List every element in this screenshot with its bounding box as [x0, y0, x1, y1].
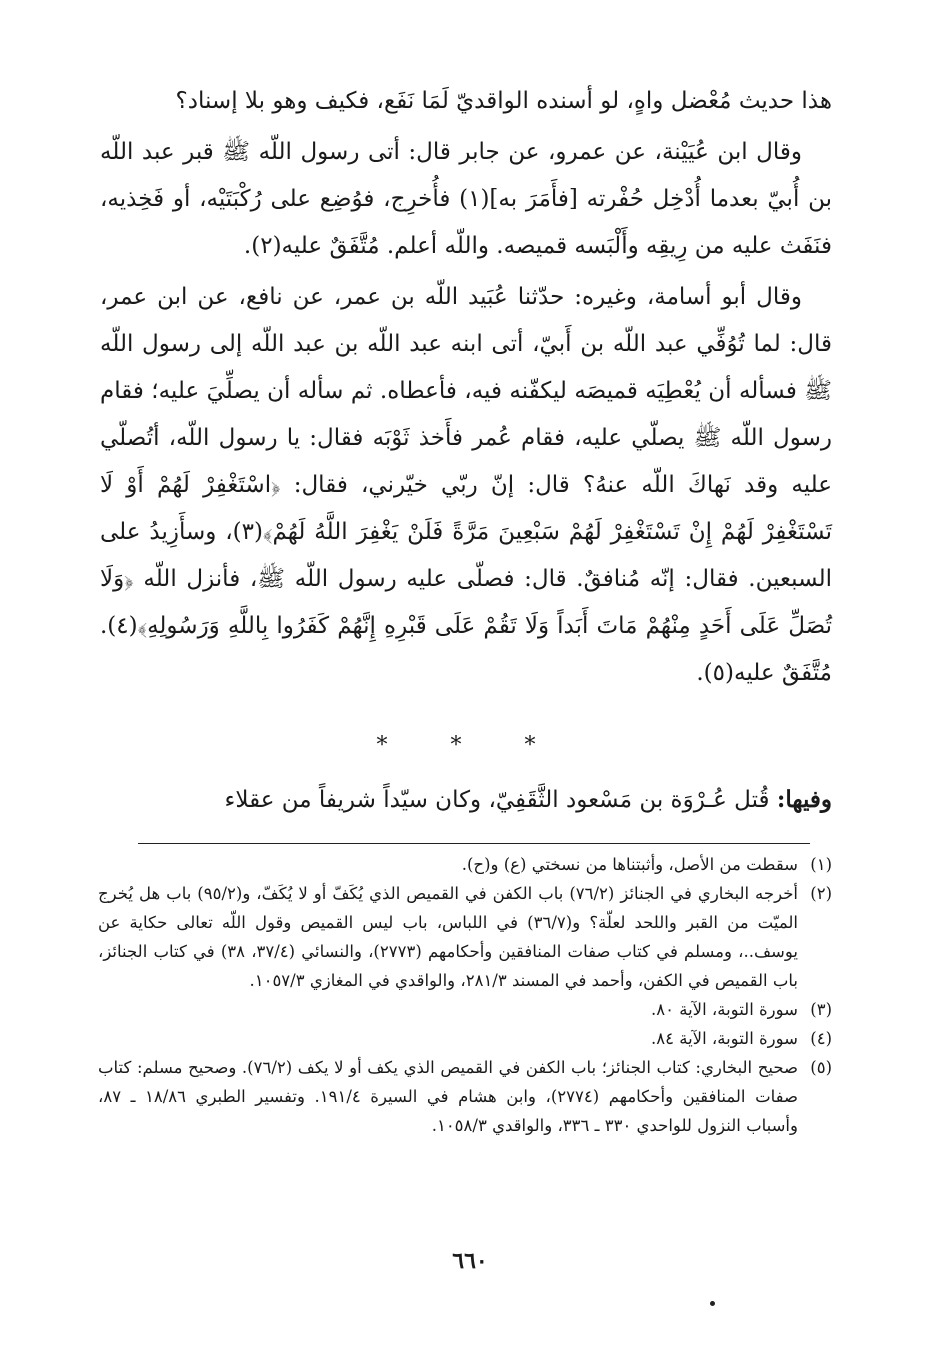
footnote-text: سقطت من الأصل، وأثبتناها من نسختي (ع) و(ح). — [461, 855, 798, 874]
ink-speck — [710, 1301, 715, 1306]
paragraph-abu-usama: وقال أبو أسامة، وغيره: حدّثنا عُبَيد اللّه بن عمر، عن نافع، عن ابن عمر، قال: لما تُوُفِّي عبد اللّه بن أَبيّ، أتى ابنه عبد اللّه بن عبد اللّه إلى رسول اللّه ﷺ فسأله أن يُعْطِيَه قميصَه ليكفّنه فيه، فأعطاه. ثم سأله أن يصلِّيَ عليه؛ فقام رسول اللّه ﷺ يصلّي عليه، فقام عُمر فأَخذ ثَوْبَه فقال: يا رسول اللّه، أتُصلّي عليه وقد نَهاكَ اللّه عنهُ؟ قال: إنّ ربّي خيّرني، فقال: ﴿اسْتَغْفِرْ لَهُمْ أَوْ لَا تَسْتَغْفِرْ لَهُمْ إِنْ تَسْتَغْفِرْ لَهُمْ سَبْعِينَ مَرَّةً فَلَنْ يَغْفِرَ اللَّهُ لَهُمْ﴾(٣)، وسأَزِيدُ على السبعين. فقال: إنّه مُنافقٌ. قال: فصلّى عليه رسول اللّه ﷺ، فأنزل اللّه ﴿وَلَا تُصَلِّ عَلَى أَحَدٍ مِنْهُمْ مَاتَ أَبَداً وَلَا تَقُمْ عَلَى قَبْرِهِ إِنَّهُمْ كَفَرُوا بِاللَّهِ وَرَسُولِهِ﴾(٤). مُتَّفَقٌ عليه(٥). — [100, 284, 833, 686]
footnote-divider — [138, 843, 810, 844]
paragraph-ibn-uyayna: وقال ابن عُيَيْنة، عن عمرو، عن جابر قال: أتى رسول اللّه ﷺ قبر عبد اللّه بن أُبيّ بعدما أُدْخِل حُفْرته [فأَمَرَ به](١) فأُخرِج، فوُضِع على رُكْبَتَيْه، أو فَخِذيه، فنَفَث عليه من رِيقِه وأَلْبَسه قميصه. واللّه أعلم. مُتَّفَقٌ عليه(٢). — [100, 139, 833, 259]
event-text: قُتل عُـرْوَة بن مَسْعود الثَّقَفِيّ، وكان سيّداً شريفاً من عقلاء — [224, 787, 777, 813]
footnotes — [98, 850, 832, 1140]
footnote-number: (٤) — [810, 1029, 832, 1048]
footnote-number: (٥) — [810, 1058, 832, 1077]
event-line — [100, 780, 832, 820]
footnote — [98, 1053, 832, 1140]
event-lead: وفيها: — [776, 786, 832, 813]
footnote-number: (١) — [810, 855, 832, 874]
footnote — [98, 995, 832, 1024]
footnote-number: (٣) — [810, 1000, 832, 1019]
footnote-text: سورة التوبة، الآية ٨٤. — [651, 1029, 798, 1048]
footnote — [98, 879, 832, 995]
footnote — [98, 1024, 832, 1053]
section-separator: * * * — [376, 733, 564, 758]
footnote-number: (٢) — [810, 884, 832, 903]
paragraph-isnad-remark: هذا حديث مُعْضل واهٍ، لو أسنده الواقديّ لَمَا نَفَع، فكيف وهو بلا إسناد؟ — [175, 88, 832, 114]
footnote-text: سورة التوبة، الآية ٨٠. — [651, 1000, 798, 1019]
page-number: ٦٦٠ — [452, 1248, 488, 1274]
footnote-text: صحيح البخاري: كتاب الجنائز؛ باب الكفن في القميص الذي يكف أو لا يكف (٧٦/٢). وصحيح مسلم: كتاب صفات المنافقين وأحكامهم (٢٧٧٤)، وابن هشام في السيرة ١٩١/٤. وتفسير الطبري ١٨/٨٦ ـ ٨٧، وأسباب النزول للواحدي ٣٣٠ ـ ٣٣٦، والواقدي ١٠٥٨/٣. — [98, 1058, 799, 1135]
footnote — [98, 850, 832, 879]
footnote-text: أخرجه البخاري في الجنائز (٧٦/٢) باب الكفن في القميص الذي يُكَفّ أو لا يُكَفّ، و(٩٥/٢) باب هل يُخرج الميّت من القبر واللحد لعلّة؟ و(٣٦/٧) في اللباس، باب ليس القميص وقول اللّه تعالى حكاية عن يوسف..، ومسلم في كتاب صفات المنافقين وأحكامهم (٢٧٧٣)، والنسائي (٣٧/٤، ٣٨) في كتاب الجنائز، باب القميص في الكفن، وأحمد في المسند ٢٨١/٣، والواقدي في المغازي ١٠٥٧/٣. — [98, 884, 799, 990]
main-text — [100, 78, 832, 697]
